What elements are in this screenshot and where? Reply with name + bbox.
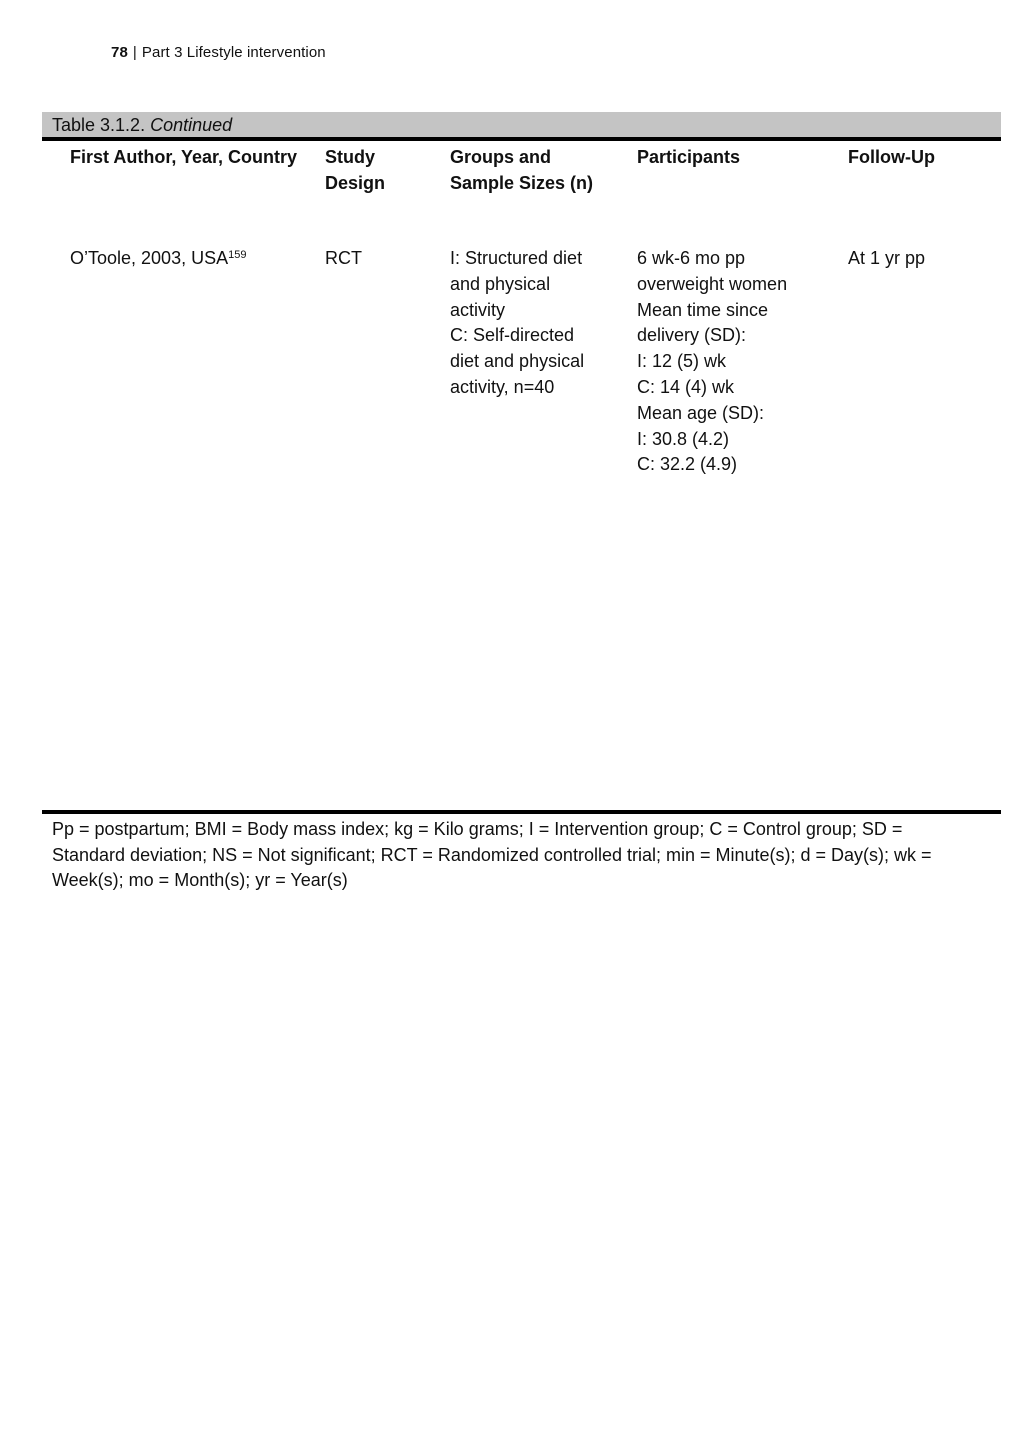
- groups-line: and physical: [450, 273, 551, 294]
- table-top-rule: [42, 137, 1001, 141]
- caption-suffix: Continued: [150, 115, 233, 135]
- table-caption-bar: [42, 112, 1001, 137]
- cell-design: [325, 246, 435, 272]
- column-header-groups: [450, 144, 625, 196]
- table-footnote: [52, 817, 997, 894]
- design-text: RCT: [325, 248, 362, 268]
- caption-prefix: Table 3.1.2.: [52, 115, 146, 135]
- header-line: Study: [325, 147, 376, 167]
- header-line: Follow-Up: [848, 147, 935, 167]
- author-text: O’Toole, 2003, USA: [70, 248, 229, 268]
- footnote-line: Pp = postpartum; BMI = Body mass index; kg = Kilo grams; I = Intervention group; C = Control group; SD =: [52, 819, 903, 839]
- footnote-line: Standard deviation; NS = Not significant; RCT = Randomized controlled trial; min = Minute(s); d = Day(s); wk =: [52, 844, 932, 865]
- header-line: First Author, Year, Country: [70, 147, 298, 167]
- groups-line: diet and physical: [450, 351, 585, 372]
- groups-line: activity, n=40: [450, 376, 555, 397]
- page-number: 78: [111, 44, 128, 61]
- column-header-participants: [637, 144, 837, 170]
- footnote-line: Week(s); mo = Month(s); yr = Year(s): [52, 870, 348, 890]
- cell-author: [70, 246, 310, 272]
- cell-groups: [450, 246, 625, 401]
- participants-line: Mean time since: [637, 299, 769, 320]
- header-line: Participants: [637, 147, 741, 167]
- column-header-follow-up: [848, 144, 998, 170]
- author-line: [70, 246, 310, 272]
- groups-line: activity: [450, 299, 506, 320]
- running-header: [111, 44, 326, 61]
- header-line: Sample Sizes (n): [450, 173, 594, 193]
- column-header-author: [70, 144, 310, 170]
- participants-line: delivery (SD):: [637, 325, 747, 346]
- participants-line: I: 30.8 (4.2): [637, 428, 730, 449]
- groups-line: C: Self-directed: [450, 325, 575, 346]
- table-caption: [52, 115, 232, 136]
- participants-line: 6 wk-6 mo pp: [637, 248, 746, 268]
- column-header-design: [325, 144, 435, 196]
- cell-follow-up: [848, 246, 998, 272]
- participants-line: Mean age (SD):: [637, 402, 765, 423]
- table-bottom-rule: [42, 810, 1001, 814]
- participants-line: I: 12 (5) wk: [637, 351, 727, 372]
- section-title: Part 3 Lifestyle intervention: [141, 44, 326, 61]
- groups-line: I: Structured diet: [450, 248, 583, 268]
- cell-participants: [637, 246, 837, 478]
- header-line: Groups and: [450, 147, 552, 167]
- participants-line: overweight women: [637, 273, 788, 294]
- participants-line: C: 14 (4) wk: [637, 376, 735, 397]
- header-separator: |: [132, 44, 137, 61]
- author-reference: 159: [228, 249, 247, 261]
- participants-line: C: 32.2 (4.9): [637, 454, 738, 475]
- follow-up-text: At 1 yr pp: [848, 248, 926, 268]
- header-line: Design: [325, 173, 386, 193]
